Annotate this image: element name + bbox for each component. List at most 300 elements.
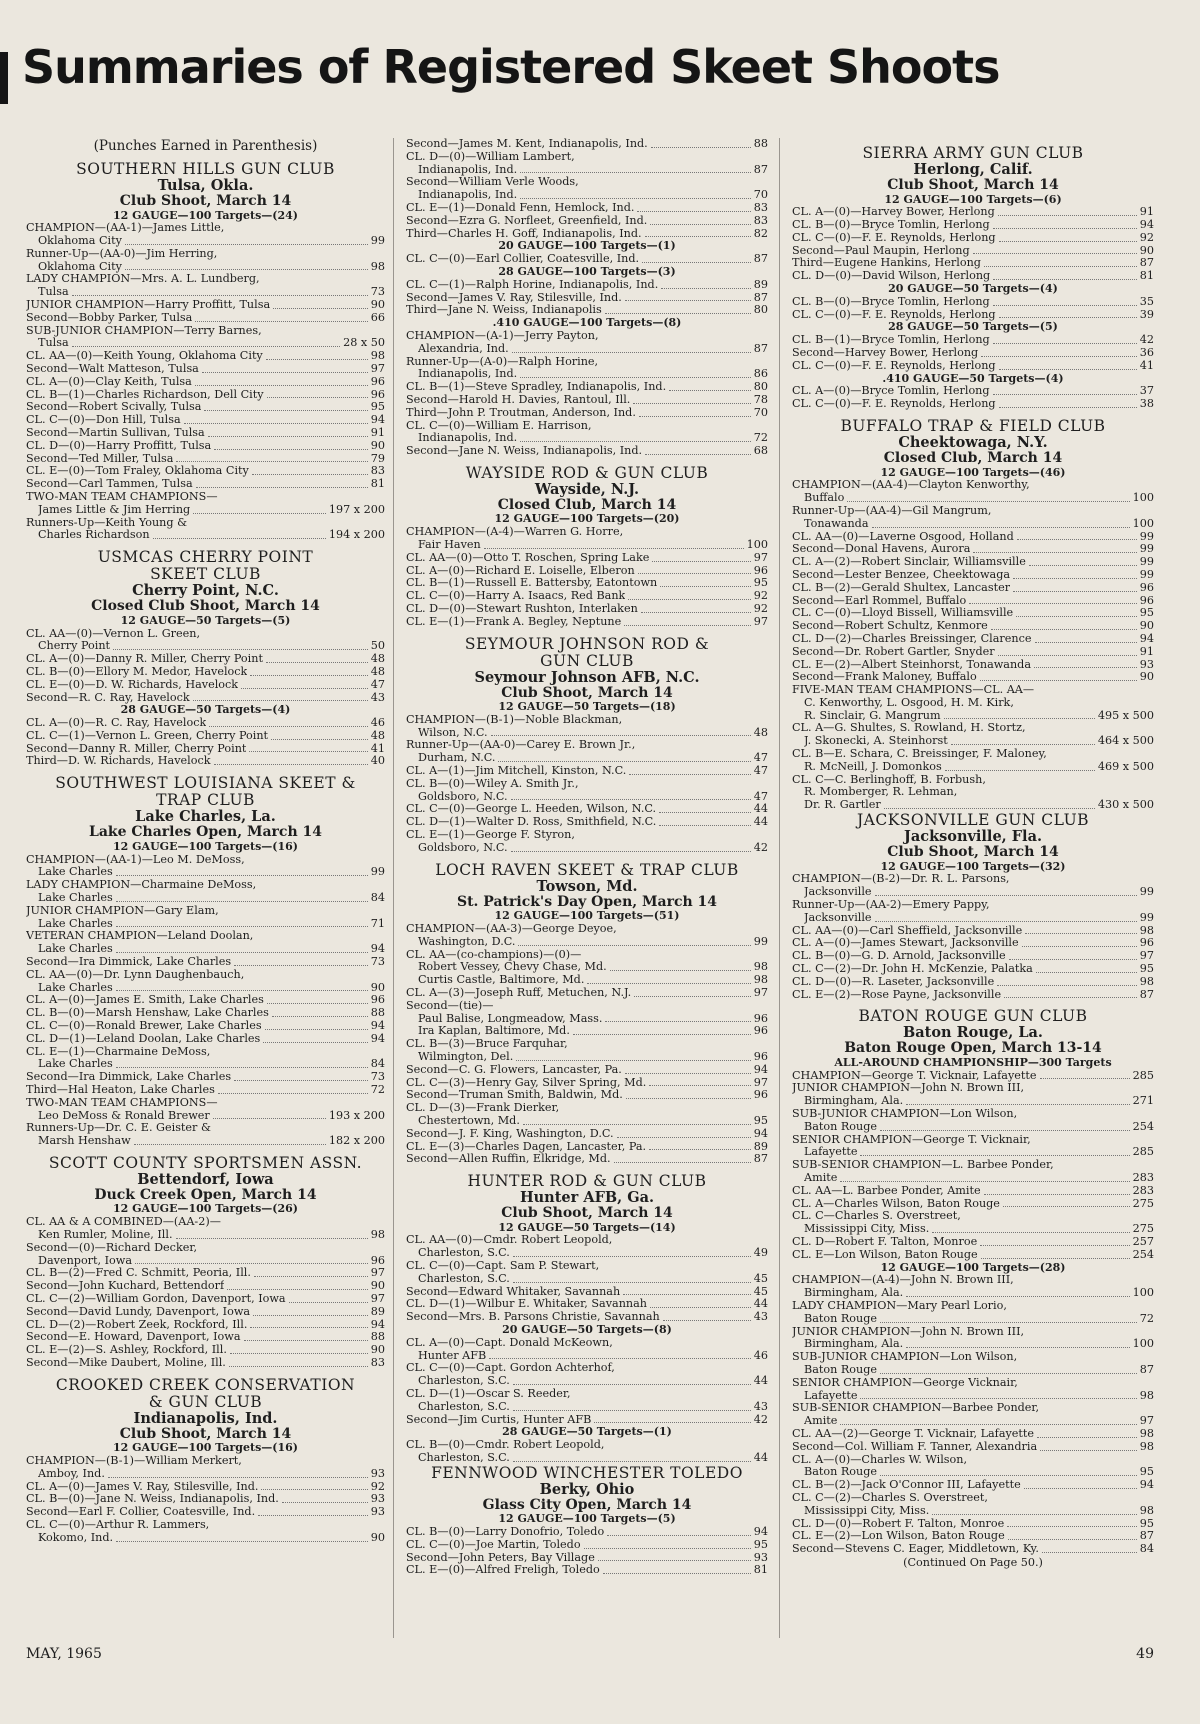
entry-line <box>792 595 1154 608</box>
entry-score: 44 <box>753 1297 768 1311</box>
entry-line <box>406 791 768 804</box>
entry-line <box>26 1058 385 1071</box>
club-location: Baton Rouge, La. <box>903 1024 1043 1042</box>
entry-line <box>406 343 768 356</box>
entry-line <box>792 963 1154 976</box>
entry-score: 96 <box>1139 580 1154 594</box>
entry-text: Second—John Kuchard, Bettendorf <box>26 1280 225 1293</box>
entry-score: 96 <box>370 374 385 388</box>
entry-line <box>792 1108 1154 1121</box>
entry-text: CL. B—(1)—Russell E. Battersby, Eatontown <box>406 577 658 590</box>
entry-location: Chestertown, Md. <box>418 1114 520 1127</box>
dot-leader <box>860 1390 1136 1400</box>
dot-leader <box>272 1007 368 1017</box>
entry-line <box>792 1287 1154 1300</box>
entry-text: Second—E. Howard, Davenport, Iowa <box>26 1331 241 1344</box>
event-title: Closed Club, March 14 <box>883 450 1063 467</box>
event-title: Baton Rouge Open, March 13-14 <box>844 1040 1102 1057</box>
entry-line <box>26 235 385 248</box>
dot-leader <box>610 961 751 971</box>
entry-line <box>792 912 1154 925</box>
dot-leader <box>1040 1441 1137 1451</box>
entry-line <box>792 1466 1154 1479</box>
dot-leader <box>116 866 368 876</box>
entry-score: 47 <box>753 764 768 778</box>
entry-location: Washington, D.C. <box>418 935 516 948</box>
entry-score: 46 <box>370 716 385 730</box>
entry-location: Birmingham, Ala. <box>804 1095 904 1108</box>
entry-line <box>792 976 1154 989</box>
dot-leader <box>266 350 368 360</box>
entry-location: Oklahoma City <box>38 260 122 273</box>
entry-line <box>26 1319 385 1332</box>
dot-leader <box>880 1466 1137 1476</box>
entry-line <box>406 394 768 407</box>
entry-line <box>26 1216 385 1229</box>
dot-leader <box>999 398 1137 408</box>
entry-text: SUB-SENIOR CHAMPION—L. Barbee Ponder, <box>792 1159 1054 1172</box>
entry-line <box>406 539 768 552</box>
entry-score: 73 <box>370 954 385 968</box>
entry-text: CL. C—(0)—F. E. Reynolds, Herlong <box>792 231 996 244</box>
entry-line <box>406 1051 768 1064</box>
entry-score: 44 <box>753 815 768 829</box>
club-name: LOCH RAVEN SKEET & TRAP CLUB <box>435 860 739 879</box>
dot-leader <box>1042 1543 1137 1553</box>
entry-line <box>792 1492 1154 1505</box>
entry-score: 38 <box>1139 397 1154 411</box>
dot-leader <box>116 1058 368 1068</box>
club-location: Towson, Md. <box>536 877 638 895</box>
entry-text: Second—Bobby Parker, Tulsa <box>26 311 193 324</box>
entry-line <box>792 1249 1154 1262</box>
dot-leader <box>195 312 367 322</box>
entry-text: CL. B—(1)—Charles Richardson, Dell City <box>26 388 264 401</box>
entry-text: CL. D—(3)—Frank Dierker, <box>406 1102 560 1115</box>
entry-line <box>406 1141 768 1154</box>
club-location: Berky, Ohio <box>539 1480 635 1498</box>
entry-score: 43 <box>370 690 385 704</box>
entry-line <box>792 1518 1154 1531</box>
entry-score: 87 <box>1139 1362 1154 1376</box>
entry-score: 81 <box>753 1563 768 1577</box>
dot-leader <box>872 518 1130 528</box>
entry-line <box>26 1506 385 1519</box>
dot-leader <box>617 1128 751 1138</box>
entry-text: James Little & Jim Herring <box>38 503 191 516</box>
entry-location: Amite <box>804 1172 838 1184</box>
entry-text: CL. B—(0)—Larry Donofrio, Toledo <box>406 1526 605 1539</box>
entry-line <box>792 620 1154 633</box>
dot-leader <box>513 1375 751 1385</box>
dot-leader <box>241 679 368 689</box>
entry-score: 88 <box>370 1330 385 1344</box>
entry-line <box>26 1357 385 1370</box>
entry-text: CL. C—(0)—F. E. Reynolds, Herlong <box>792 308 996 321</box>
entry-location: Indianapolis, Ind. <box>418 163 518 176</box>
entry-line <box>406 1077 768 1090</box>
entry-score: 96 <box>370 1253 385 1267</box>
entry-location: Mississippi City, Miss. <box>804 1223 930 1236</box>
entry-score: 96 <box>753 1088 768 1102</box>
dot-leader <box>513 1452 751 1462</box>
dot-leader <box>267 994 368 1004</box>
entry-score: 80 <box>753 303 768 317</box>
entry-location: Jacksonville <box>804 911 872 924</box>
entry-text: CHAMPION—(B-1)—Noble Blackman, <box>406 713 623 726</box>
dot-leader <box>651 138 751 148</box>
entry-text: SENIOR CHAMPION—George T. Vicknair, <box>792 1133 1031 1146</box>
entry-line <box>792 334 1154 347</box>
entry-score: 99 <box>370 865 385 879</box>
dot-leader <box>72 337 340 347</box>
entry-line <box>792 989 1154 1002</box>
entry-line <box>406 1350 768 1363</box>
entry-line <box>406 1388 768 1401</box>
entry-text: CL. C—(1)—Vernon L. Green, Cherry Point <box>26 729 269 742</box>
dot-leader <box>193 692 368 702</box>
dot-leader <box>227 1280 368 1290</box>
dot-leader <box>184 414 368 424</box>
entry-line <box>792 937 1154 950</box>
entry-text: CL. B—(1)—Steve Spradley, Indianapolis, Ind. <box>406 381 667 394</box>
dot-leader <box>484 539 744 549</box>
dot-leader <box>641 603 751 613</box>
entry-score: 97 <box>370 1291 385 1305</box>
entry-score: 83 <box>370 1355 385 1369</box>
dot-leader <box>629 765 750 775</box>
entry-score: 46 <box>753 1348 768 1362</box>
dot-leader <box>614 1153 751 1163</box>
entry-score: 285 <box>1132 1145 1154 1159</box>
entry-score: 100 <box>1132 491 1154 505</box>
dot-leader <box>840 1172 1129 1182</box>
column-1 <box>26 138 385 1638</box>
entry-text: CL. C—(0)—F. E. Reynolds, Herlong <box>792 359 996 372</box>
dot-leader <box>999 309 1137 319</box>
entry-line <box>26 943 385 956</box>
entry-line <box>406 1401 768 1414</box>
entry-location: Hunter AFB <box>418 1349 487 1362</box>
entry-text: R. McNeill, J. Domonkos <box>804 760 942 773</box>
club-location: Wayside, N.J. <box>534 480 640 498</box>
entry-score: 99 <box>1139 567 1154 581</box>
entry-text: CL. D—(1)—Leland Doolan, Lake Charles <box>26 1032 261 1045</box>
club-location: Cheektowaga, N.Y. <box>898 434 1048 452</box>
club-name: SIERRA ARMY GUN CLUB <box>862 144 1084 162</box>
entry-text: CHAMPION—George T. Vicknair, Lafayette <box>792 1069 1037 1082</box>
dot-leader <box>176 453 367 463</box>
entry-score: 90 <box>1139 243 1154 257</box>
gauge-heading: 28 GAUGE—50 Targets—(1) <box>502 1425 672 1439</box>
entry-score: 93 <box>370 1505 385 1519</box>
entry-line <box>792 398 1154 411</box>
entry-line <box>792 607 1154 620</box>
entry-line <box>792 245 1154 258</box>
entry-score: 95 <box>753 576 768 590</box>
entry-score: 93 <box>370 1492 385 1506</box>
dot-leader <box>669 381 751 391</box>
entry-text: JUNIOR CHAMPION—Gary Elam, <box>26 904 219 917</box>
entry-text: Second—Earl F. Collier, Coatesville, Ind. <box>26 1506 256 1519</box>
entry-line <box>792 1364 1154 1377</box>
dot-leader <box>642 253 751 263</box>
entry-text: CL. A—(0)—R. C. Ray, Havelock <box>26 717 207 730</box>
entry-line <box>26 1468 385 1481</box>
gauge-heading: 12 GAUGE—100 Targets—(16) <box>113 1441 298 1455</box>
dot-leader <box>511 791 751 801</box>
entry-line <box>26 427 385 440</box>
entry-text: CL. A—(1)—Jim Mitchell, Kinston, N.C. <box>406 765 627 778</box>
entry-score: 89 <box>753 277 768 291</box>
club-location: Lake Charles, La. <box>135 808 276 826</box>
entry-score: 96 <box>753 563 768 577</box>
entry-location: Indianapolis, Ind. <box>418 368 518 381</box>
entry-line <box>406 189 768 202</box>
entry-text: Runner-Up—(A-0)—Ralph Horine, <box>406 355 599 368</box>
entry-score: 96 <box>370 387 385 401</box>
dot-leader <box>1007 1518 1136 1528</box>
entry-line <box>26 854 385 867</box>
entry-line <box>792 1198 1154 1211</box>
club-name: SKEET CLUB <box>150 565 261 584</box>
dot-leader <box>116 943 368 953</box>
entry-line <box>406 1539 768 1552</box>
entry-line <box>792 232 1154 245</box>
dot-leader <box>261 1481 367 1491</box>
entry-score: 81 <box>1139 269 1154 283</box>
dot-leader <box>645 228 751 238</box>
entry-text: CL. B—(0)—Cmdr. Robert Leopold, <box>406 1439 605 1452</box>
club-name: USMCAS CHERRY POINT <box>97 548 314 567</box>
entry-text: CL. B—(0)—Jane N. Weiss, Indianapolis, Ind. <box>26 1493 279 1506</box>
entry-text: FIVE-MAN TEAM CHAMPIONS—CL. AA— <box>792 684 1035 697</box>
entry-location: Kokomo, Ind. <box>38 1531 114 1544</box>
entry-score: 44 <box>753 1374 768 1388</box>
entry-score: 194 x 200 <box>328 528 385 542</box>
entry-text: Robert Vessey, Chevy Chase, Md. <box>418 961 607 974</box>
entry-text: Second—Robert Scivally, Tulsa <box>26 401 202 414</box>
entry-line <box>792 1159 1154 1172</box>
gauge-heading: 20 GAUGE—50 Targets—(4) <box>888 282 1058 296</box>
entry-score: 90 <box>370 298 385 312</box>
entry-text: CL. B—E. Schara, C. Breissinger, F. Maloney, <box>792 748 1047 761</box>
entry-line <box>792 1313 1154 1326</box>
dot-leader <box>289 1293 368 1303</box>
entry-line <box>792 1095 1154 1108</box>
entry-line <box>26 679 385 692</box>
entry-score: 96 <box>370 993 385 1007</box>
dot-leader <box>605 1013 750 1023</box>
column-3 <box>792 138 1154 1638</box>
entry-line <box>406 577 768 590</box>
dot-leader <box>195 376 368 386</box>
club-name: BATON ROUGE GUN CLUB <box>858 1007 1088 1026</box>
entry-score: 45 <box>753 1284 768 1298</box>
dot-leader <box>999 232 1137 242</box>
entry-score: 94 <box>753 1525 768 1539</box>
entry-text: LADY CHAMPION—Mary Pearl Lorio, <box>792 1299 1007 1312</box>
dot-leader <box>645 445 751 455</box>
entry-line <box>792 1479 1154 1492</box>
dot-leader <box>1009 950 1137 960</box>
entry-line <box>26 1229 385 1242</box>
gauge-heading: 12 GAUGE—100 Targets—(28) <box>880 1260 1066 1274</box>
entry-line <box>792 633 1154 646</box>
entry-line <box>406 420 768 433</box>
entry-text: CHAMPION—(AA-1)—James Little, <box>26 222 225 235</box>
dot-leader <box>884 799 1095 809</box>
entry-score: 98 <box>1139 1503 1154 1517</box>
entry-line <box>26 337 385 350</box>
entry-score: 42 <box>753 840 768 854</box>
entry-text: Runners-Up—Dr. C. E. Geister & <box>26 1122 211 1135</box>
entry-line <box>406 974 768 987</box>
entry-line <box>406 432 768 445</box>
entry-line <box>406 1273 768 1286</box>
entry-score: 275 <box>1132 1222 1154 1236</box>
entry-line <box>26 1293 385 1306</box>
dot-leader <box>108 1468 368 1478</box>
entry-line <box>26 743 385 756</box>
entry-location: Charleston, S.C. <box>418 1451 510 1464</box>
entry-location: Birmingham, Ala. <box>804 1287 904 1300</box>
entry-line <box>406 778 768 791</box>
entry-line <box>406 1286 768 1299</box>
entry-text: LADY CHAMPION—Mrs. A. L. Lundberg, <box>26 273 260 286</box>
entry-text: CL. C—(0)—Capt. Gordon Achterhof, <box>406 1362 615 1375</box>
dot-leader <box>1034 659 1137 669</box>
entry-text: Second—Ira Dimmick, Lake Charles <box>26 955 232 968</box>
entry-line <box>406 1564 768 1577</box>
dot-leader <box>498 752 750 762</box>
entry-text: CL. E—Lon Wilson, Baton Rouge <box>792 1248 978 1261</box>
entry-text: CL. E—(1)—George F. Styron, <box>406 829 575 842</box>
entry-text: CL. D—(0)—Harry Proffitt, Tulsa <box>26 439 212 452</box>
entry-text: CL. AA & A COMBINED—(AA-2)— <box>26 1216 221 1229</box>
entry-text: CL. A—(0)—Clay Keith, Tulsa <box>26 375 192 388</box>
entry-line <box>26 1519 385 1532</box>
entry-line <box>792 1351 1154 1364</box>
entry-score: 87 <box>1139 1529 1154 1543</box>
dot-leader <box>1004 989 1137 999</box>
entry-score: 254 <box>1132 1247 1154 1261</box>
dot-leader <box>202 363 368 373</box>
entry-line <box>26 414 385 427</box>
gauge-heading: 28 GAUGE—100 Targets—(3) <box>498 264 676 278</box>
entry-text: Second—Col. William F. Tanner, Alexandria <box>792 1440 1038 1453</box>
dot-leader <box>993 385 1137 395</box>
dot-leader <box>234 956 368 966</box>
entry-score: 98 <box>1139 1426 1154 1440</box>
dot-leader <box>234 1071 368 1081</box>
entry-text: CL. D—(0)—R. Laseter, Jacksonville <box>792 975 995 988</box>
entry-line <box>26 478 385 491</box>
gauge-heading: 12 GAUGE—100 Targets—(32) <box>880 859 1066 873</box>
entry-score: 47 <box>370 677 385 691</box>
entry-line <box>792 505 1154 518</box>
entry-score: 93 <box>370 1466 385 1480</box>
dot-leader <box>135 1255 368 1265</box>
entry-line <box>26 453 385 466</box>
dot-leader <box>72 286 368 296</box>
club-name: WAYSIDE ROD & GUN CLUB <box>465 463 709 482</box>
entry-score: 97 <box>370 1266 385 1280</box>
entry-location: Charleston, S.C. <box>418 1400 510 1413</box>
dot-leader <box>282 1493 368 1503</box>
entry-text: CL. E—(2)—Albert Steinhorst, Tonawanda <box>792 658 1032 671</box>
entry-score: 36 <box>1139 346 1154 360</box>
entry-score: 96 <box>753 1024 768 1038</box>
dot-leader <box>134 1135 326 1145</box>
entry-line <box>792 1377 1154 1390</box>
dot-leader <box>1008 1530 1137 1540</box>
dot-leader <box>511 842 751 852</box>
event-title: St. Patrick's Day Open, March 14 <box>456 893 718 910</box>
entry-score: 94 <box>753 1126 768 1140</box>
dot-leader <box>603 1564 751 1574</box>
entry-score: 94 <box>370 942 385 956</box>
entry-text: Second—Earl Rommel, Buffalo <box>792 594 967 607</box>
entry-score: 82 <box>753 226 768 240</box>
entry-location: Goldsboro, N.C. <box>418 790 508 803</box>
entry-score: 84 <box>1139 1542 1154 1556</box>
entry-score: 100 <box>1132 1286 1154 1300</box>
club-name: HUNTER ROD & GUN CLUB <box>467 1172 707 1191</box>
dot-leader <box>125 235 368 245</box>
entry-text: Second—(0)—Richard Decker, <box>26 1241 198 1254</box>
dot-leader <box>520 189 751 199</box>
entry-text: J. Skonecki, A. Steinhorst <box>804 735 948 748</box>
punches-note: (Punches Earned in Parenthesis) <box>93 138 318 154</box>
entry-score: 87 <box>1139 987 1154 1001</box>
dot-leader <box>628 590 750 600</box>
entry-location: Tulsa <box>38 286 69 299</box>
entry-score: 430 x 500 <box>1097 798 1154 812</box>
entry-line <box>406 445 768 458</box>
entry-location: Baton Rouge <box>804 1466 878 1479</box>
entry-line <box>406 727 768 740</box>
dot-leader <box>880 1121 1130 1131</box>
entry-text: Second—Walt Matteson, Tulsa <box>26 363 199 376</box>
dot-leader <box>513 1401 751 1411</box>
entry-location: Charleston, S.C. <box>418 1272 510 1285</box>
entry-score: 87 <box>753 162 768 176</box>
entry-score: 70 <box>753 188 768 202</box>
entry-text: CL. AA—(0)—Otto T. Roschen, Spring Lake <box>406 551 650 564</box>
entry-score: 79 <box>370 451 385 465</box>
dot-leader <box>860 1146 1129 1156</box>
dot-leader <box>273 299 368 309</box>
entry-text: Second—James M. Kent, Indianapolis, Ind. <box>406 138 648 150</box>
entry-line <box>406 1298 768 1311</box>
entry-line <box>406 765 768 778</box>
dot-leader <box>638 565 751 575</box>
dot-leader <box>489 1350 750 1360</box>
entry-line <box>406 1552 768 1565</box>
entry-line <box>792 950 1154 963</box>
entry-text: Second—Edward Whitaker, Savannah <box>406 1285 621 1298</box>
dot-leader <box>229 1357 368 1367</box>
entry-line <box>792 886 1154 899</box>
dot-leader <box>991 620 1137 630</box>
dot-leader <box>993 334 1137 344</box>
entry-score: 48 <box>370 664 385 678</box>
entry-line <box>26 730 385 743</box>
entry-line <box>26 666 385 679</box>
entry-text: CL. C—(0)—Lloyd Bissell, Williamsville <box>792 607 1014 620</box>
entry-score: 92 <box>370 1479 385 1493</box>
